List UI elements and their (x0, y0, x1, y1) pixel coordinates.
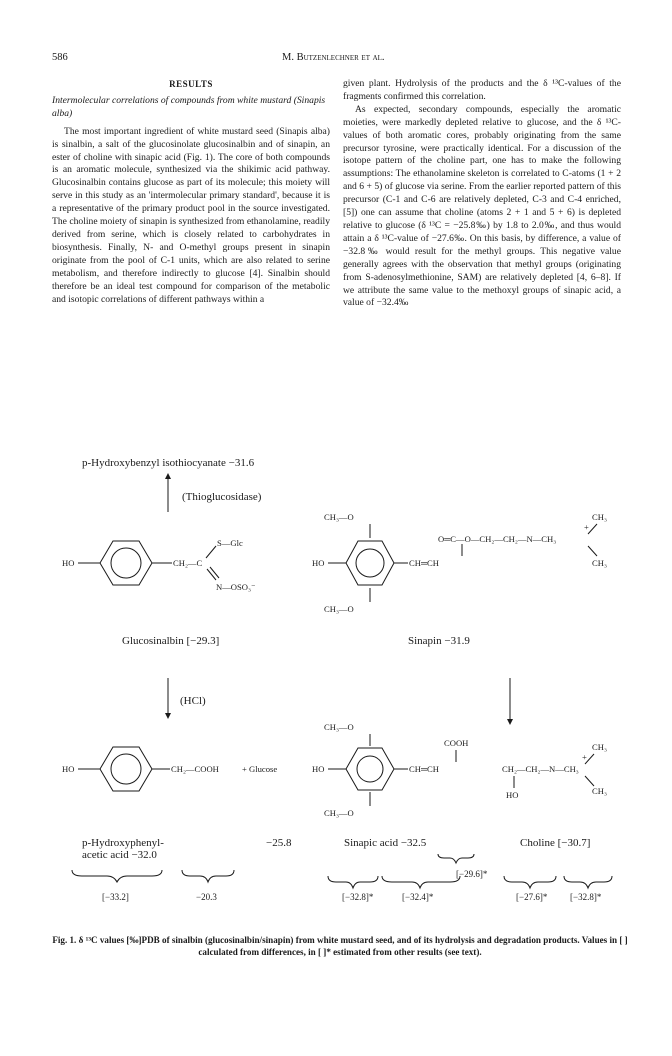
glucosinalbin-name: Glucosinalbin [−29.3] (122, 635, 220, 647)
choline-sub-right: [−32.8]* (570, 892, 602, 902)
brace-choline-left (504, 876, 556, 888)
glucosinalbin-noso3: N—OSO₃⁻ (216, 582, 256, 592)
hpa-sub-left: [−33.2] (102, 892, 129, 902)
sinapin-name: Sinapin −31.9 (408, 635, 470, 647)
sinapin-chch: CH═CH (409, 558, 439, 568)
sinapic-acid-structure (312, 722, 468, 818)
enzyme-label: (Thioglucosidase) (182, 491, 262, 503)
glucosinalbin-sglc: S—Glc (217, 538, 243, 548)
sinapin-ch3-bottom: CH₃ (592, 558, 607, 568)
sinapin-ho: HO (312, 558, 325, 568)
choline-structure (502, 742, 607, 800)
right-paragraph-1: given plant. Hydrolysis of the products and the δ ¹³C-values of the fragments confirmed this correlation. (343, 78, 621, 102)
sinapic-cooh: COOH (444, 738, 469, 748)
isothiocyanate-label: p-Hydroxybenzyl isothiocyanate −31.6 (82, 457, 255, 469)
right-paragraph-2: As expected, secondary compounds, especially the aromatic moieties, were markedly depleted relative to glucose, and the δ ¹³C-values of both aromatic cores, probably originating from the same precursor tyrosine, were practically identical. For a discussion of the isotope pattern of the choline part, one has to make the following assumptions: The ethanolamine skeleton is correlated to C-atoms (1 + 2 and 6 + 5) of glucose via serine. From the earlier reported pattern of this precursor (C-1 and C-6 are relatively depleted, C-3 and C-4 enriched, [5]) one can assume that choline (atoms 2 + 1 and 5 + 6) is depleted relative to glucose (δ ¹³C = −25.8‰) by 1.8 to 2.0‰, and thus would attain a δ ¹³C-value of −27.6‰. On this basis, by difference, a value of −32.8‰ would result for the methyl groups. This negative value generally agrees with the observation that methyl groups (originating from S-adenosylmethionine, SAM) are relatively depleted [4, 6–8]. If we attribute the same value to the methoxyl groups of sinapic acid, a value of −32.4‰ (343, 103, 621, 309)
choline-sub-left: [−27.6]* (516, 892, 548, 902)
choline-ch3-top: CH₃ (592, 742, 607, 752)
choline-plus: + (582, 752, 587, 762)
choline-ch3-bottom: CH₃ (592, 786, 607, 796)
hpa-name-line2: acetic acid −32.0 (82, 849, 157, 861)
sinapic-sub-left: [−32.8]* (342, 892, 374, 902)
running-title: M. Butzenlechner et al. (282, 52, 385, 63)
sinapin-ch3-top: CH₃ (592, 512, 607, 522)
figure-1 (52, 440, 632, 940)
hpa-name-line1: p-Hydroxyphenyl- (82, 837, 164, 849)
benzene-ring (346, 748, 394, 790)
hpa-sub-right: −20.3 (196, 892, 217, 902)
glucosinalbin-ho: HO (62, 558, 75, 568)
glucosinalbin-ch2c: CH₂—C (173, 558, 203, 568)
hcl-label: (HCl) (180, 695, 206, 707)
glucose-value: −25.8 (266, 837, 292, 849)
brace-hpa-right (182, 870, 234, 882)
sinapic-sub-mid: [−32.4]* (402, 892, 434, 902)
sinapin-ch3o-bottom: CH₃—O (324, 604, 354, 614)
choline-name: Choline [−30.7] (520, 837, 591, 849)
page-number: 586 (52, 52, 68, 63)
sinapin-structure (312, 512, 607, 614)
brace-sinapic-mid (382, 876, 460, 888)
sinapic-acid-name: Sinapic acid −32.5 (344, 837, 427, 849)
left-paragraph: The most important ingredient of white mustard seed (Sinapis alba) is sinalbin, a salt of the glucosinolate glucosinalbin and of sinapin, an ester of choline with sinapic acid (Fig. 1). The core of both compounds is an aromatic molecule, synthesized via the shikimic acid pathway. Glucosinalbin contains glucose as part of its molecule; this moiety will serve in this study as an 'intermolecular primary standard', because it is a representative of the primary product pool in the source investigated. The choline moiety of sinapin is synthesized from ethanolamine, readily derived from serine, which is closely related to carbohydrates in biosynthesis. Finally, N- and O-methyl groups present in sinapin originate from the pool of C-1 units, which are also related to serine metabolism, and therefore indirectly to glucose [4]. Sinalbin should therefore be an ideal test compound for comparison of the metabolic and isotopic correlations of different pathways within a (52, 125, 330, 305)
left-column (52, 78, 330, 306)
hpa-ch2cooh: CH₂—COOH (171, 764, 219, 774)
right-column (343, 78, 621, 310)
sinapic-ch3o-top: CH₃—O (324, 722, 354, 732)
sinapin-ch3o-top: CH₃—O (324, 512, 354, 522)
sinapin-ester-chain: O═C—O—CH₂—CH₂—N—CH₃ (438, 534, 557, 544)
plus-glucose: + Glucose (242, 764, 278, 774)
brace-sinapic-top (438, 854, 474, 863)
sinapic-chch: CH═CH (409, 764, 439, 774)
brace-choline-right (564, 876, 612, 888)
hpa-ho: HO (62, 764, 75, 774)
hydroxyphenylacetic-structure (62, 747, 277, 791)
choline-chain: CH₂—CH₂—N—CH₃ (502, 764, 579, 774)
sinapic-ho: HO (312, 764, 325, 774)
glucosinalbin-structure (62, 538, 256, 592)
subsection-title: Intermolecular correlations of compounds from white mustard (Sinapis alba) (52, 94, 326, 119)
section-title: RESULTS (169, 79, 213, 89)
sinapic-ch3o-bottom: CH₃—O (324, 808, 354, 818)
brace-sinapic-left (328, 876, 378, 888)
choline-ho: HO (506, 790, 519, 800)
sinapin-plus: + (584, 522, 589, 532)
brace-hpa-left (72, 870, 162, 882)
sinapic-sub-group: [−29.6]* (456, 869, 488, 879)
figure-caption: Fig. 1. δ ¹³C values [‰]PDB of sinalbin (glucosinalbin/sinapin) from white mustard seed, and of its hydrolysis and degradation products. Values in [ ] calculated from differences, in [ ]* estimated from other results (see text). (52, 935, 628, 957)
benzene-ring (346, 541, 394, 585)
